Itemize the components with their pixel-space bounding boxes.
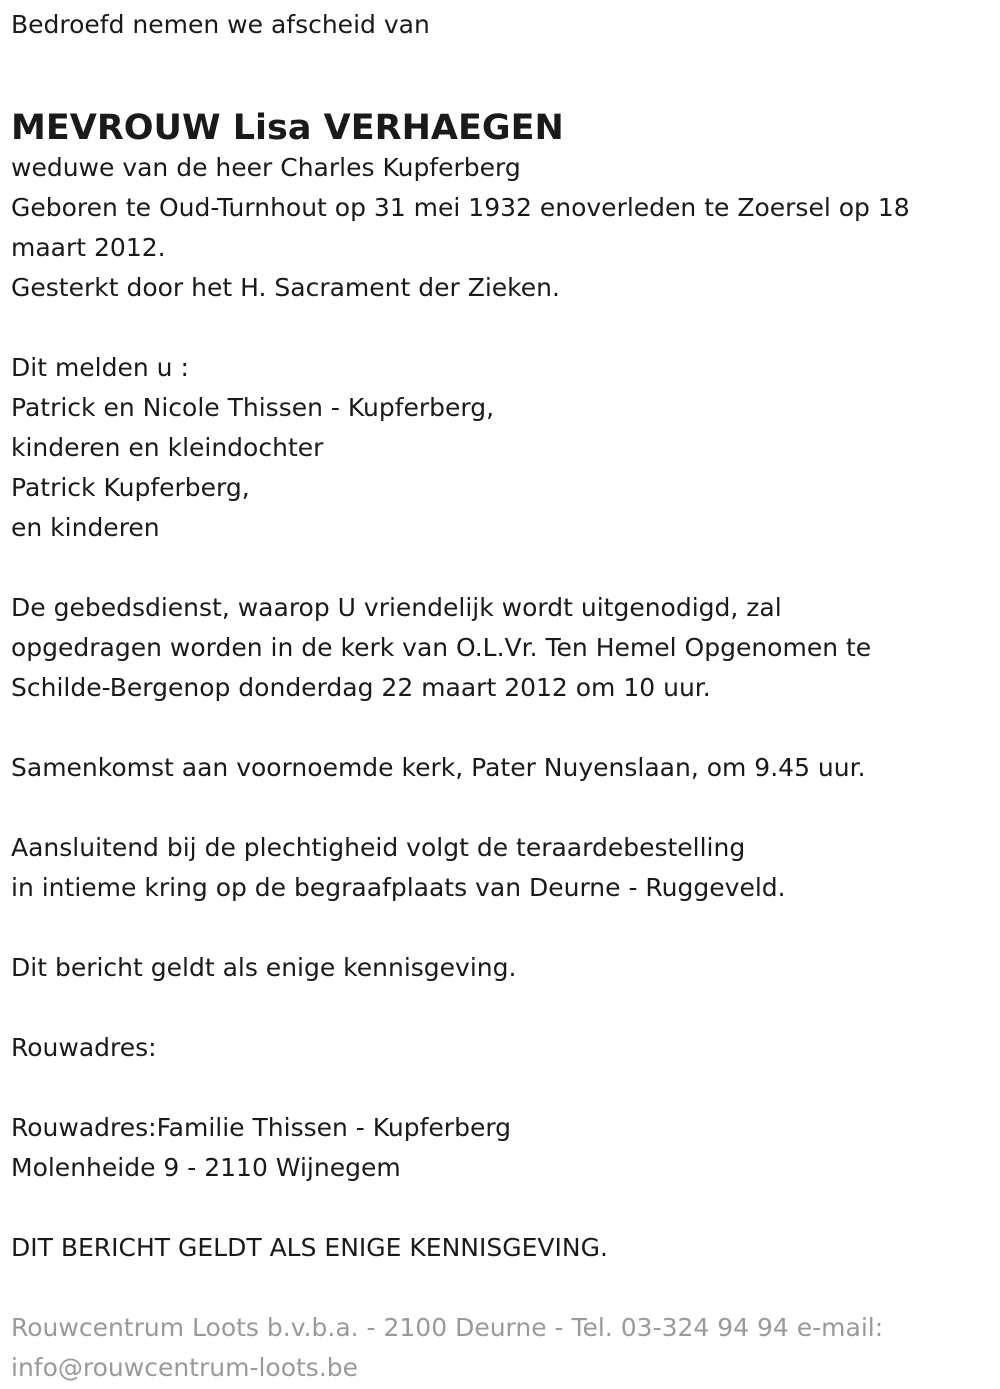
deceased-name: MEVROUW Lisa VERHAEGEN — [11, 108, 564, 148]
announced-by-text: Dit melden u : — [11, 353, 189, 382]
sole-notice-caps: DIT BERICHT GELDT ALS ENIGE KENNISGEVING. — [11, 1233, 608, 1262]
funeral-home-footer: Rouwcentrum Loots b.v.b.a. - 2100 Deurne - Tel. 03-324 94 94 e-mail: info@rouwcentrum-loots.be — [11, 1313, 884, 1382]
service-line: Schilde-Bergenop donderdag 22 maart 2012 om 10 uur. — [11, 673, 711, 702]
gathering-text: Samenkomst aan voornoemde kerk, Pater Nuyenslaan, om 9.45 uur. — [11, 753, 866, 782]
spacer — [11, 788, 986, 828]
family-line: kinderen en kleindochter — [11, 433, 324, 462]
spacer — [11, 908, 986, 948]
spacer — [11, 308, 986, 348]
mourning-address-label: Rouwadres: — [11, 1033, 157, 1062]
mourning-address-line: Rouwadres:Familie Thissen - Kupferberg — [11, 1113, 512, 1142]
spacer — [11, 1188, 986, 1228]
family-line: Patrick en Nicole Thissen - Kupferberg, — [11, 393, 495, 422]
intro-text: Bedroefd nemen we afscheid van — [11, 10, 430, 39]
spacer — [11, 708, 986, 748]
family-line: Patrick Kupferberg, — [11, 473, 250, 502]
born-died-text: Geboren te Oud-Turnhout op 31 mei 1932 enoverleden te Zoersel op 18 maart 2012. — [11, 193, 910, 262]
spacer — [11, 548, 986, 588]
obituary-notice — [11, 0, 986, 1388]
sole-notice-text: Dit bericht geldt als enige kennisgeving. — [11, 953, 517, 982]
mourning-address-line: Molenheide 9 - 2110 Wijnegem — [11, 1153, 401, 1182]
burial-line: Aansluitend bij de plechtigheid volgt de teraardebestelling — [11, 833, 746, 862]
service-line: De gebedsdienst, waarop U vriendelijk wordt uitgenodigd, zal — [11, 593, 782, 622]
family-line: en kinderen — [11, 513, 160, 542]
spacer — [11, 988, 986, 1028]
widow-of-text: weduwe van de heer Charles Kupferberg — [11, 153, 521, 182]
sacrament-text: Gesterkt door het H. Sacrament der Zieken. — [11, 273, 560, 302]
burial-line: in intieme kring op de begraafplaats van Deurne - Ruggeveld. — [11, 873, 786, 902]
service-line: opgedragen worden in de kerk van O.L.Vr. Ten Hemel Opgenomen te — [11, 633, 872, 662]
spacer — [11, 1068, 986, 1108]
